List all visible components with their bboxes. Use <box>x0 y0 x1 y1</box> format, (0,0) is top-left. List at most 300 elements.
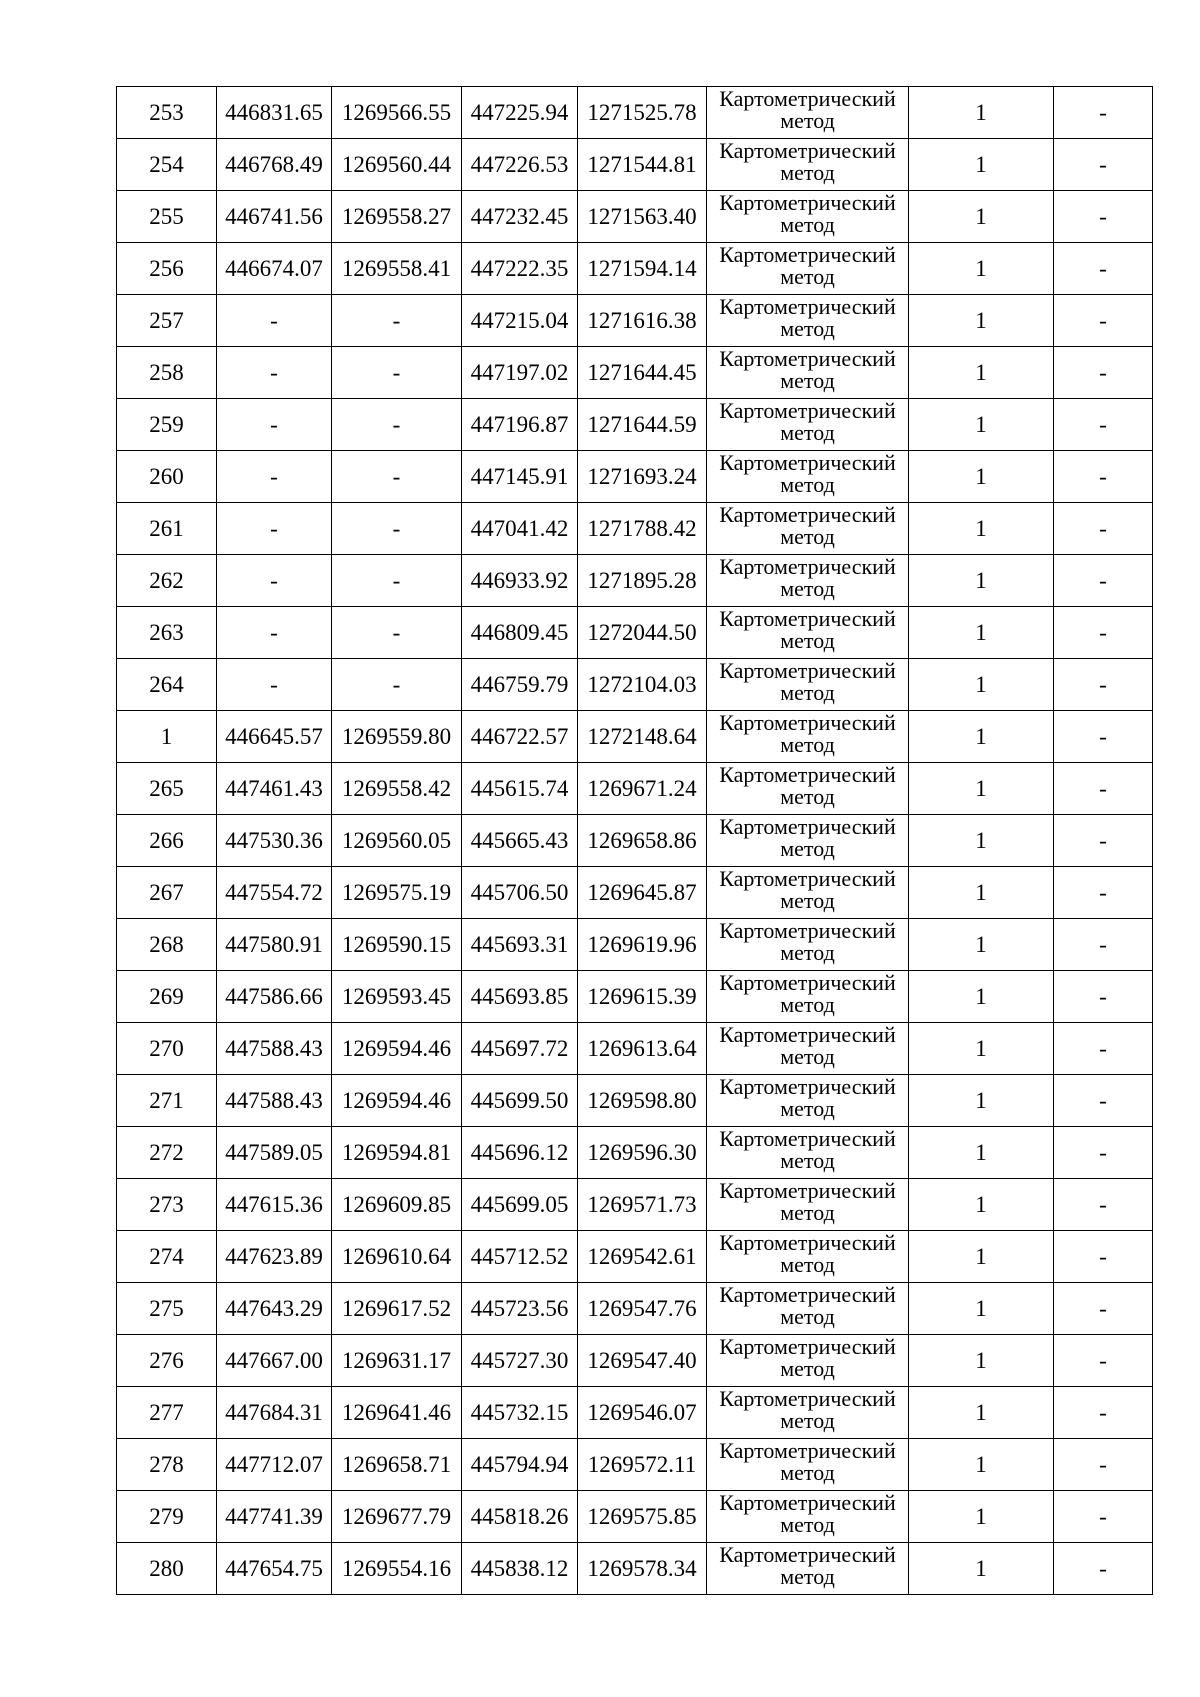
accuracy-cell: 1 <box>909 347 1054 399</box>
method-line-1: Картометрический <box>719 1230 896 1255</box>
accuracy-cell: 1 <box>909 815 1054 867</box>
note-cell: - <box>1054 243 1153 295</box>
method-line-2: метод <box>780 420 835 445</box>
point-number-cell: 263 <box>117 607 217 659</box>
method-line-1: Картометрический <box>719 1438 896 1463</box>
note-cell: - <box>1054 607 1153 659</box>
method-line-2: метод <box>780 1044 835 1069</box>
table-row <box>117 451 1153 503</box>
method-line-1: Картометрический <box>719 762 896 787</box>
note-cell: - <box>1054 919 1153 971</box>
old-y-cell: 1269594.46 <box>332 1023 462 1075</box>
accuracy-cell: 1 <box>909 1439 1054 1491</box>
point-number-cell: 256 <box>117 243 217 295</box>
point-number-cell: 257 <box>117 295 217 347</box>
point-number-cell: 274 <box>117 1231 217 1283</box>
new-y-cell: 1271525.78 <box>578 87 707 139</box>
old-y-cell: - <box>332 295 462 347</box>
method-line-1: Картометрический <box>719 1126 896 1151</box>
new-y-cell: 1272148.64 <box>578 711 707 763</box>
note-cell: - <box>1054 1283 1153 1335</box>
new-x-cell: 447196.87 <box>462 399 578 451</box>
new-x-cell: 445712.52 <box>462 1231 578 1283</box>
method-cell <box>707 1283 909 1335</box>
method-line-1: Картометрический <box>719 1490 896 1515</box>
point-number-cell: 259 <box>117 399 217 451</box>
table-row <box>117 867 1153 919</box>
note-cell: - <box>1054 87 1153 139</box>
accuracy-cell: 1 <box>909 243 1054 295</box>
method-line-2: метод <box>780 1304 835 1329</box>
new-x-cell: 445727.30 <box>462 1335 578 1387</box>
accuracy-cell: 1 <box>909 139 1054 191</box>
old-y-cell: 1269593.45 <box>332 971 462 1023</box>
accuracy-cell: 1 <box>909 451 1054 503</box>
method-line-2: метод <box>780 368 835 393</box>
old-x-cell: 447530.36 <box>217 815 332 867</box>
table-row <box>117 243 1153 295</box>
accuracy-cell: 1 <box>909 867 1054 919</box>
old-x-cell: 447586.66 <box>217 971 332 1023</box>
old-x-cell: - <box>217 451 332 503</box>
accuracy-cell: 1 <box>909 1231 1054 1283</box>
method-line-1: Картометрический <box>719 1074 896 1099</box>
accuracy-cell: 1 <box>909 1491 1054 1543</box>
accuracy-cell: 1 <box>909 763 1054 815</box>
table-row <box>117 711 1153 763</box>
new-y-cell: 1269547.40 <box>578 1335 707 1387</box>
method-cell <box>707 1127 909 1179</box>
method-line-1: Картометрический <box>719 1334 896 1359</box>
accuracy-cell: 1 <box>909 555 1054 607</box>
method-cell <box>707 1335 909 1387</box>
old-x-cell: - <box>217 347 332 399</box>
old-y-cell: 1269566.55 <box>332 87 462 139</box>
point-number-cell: 260 <box>117 451 217 503</box>
point-number-cell: 265 <box>117 763 217 815</box>
method-line-2: метод <box>780 732 835 757</box>
method-cell <box>707 87 909 139</box>
table-row <box>117 555 1153 607</box>
old-x-cell: - <box>217 399 332 451</box>
table-row <box>117 399 1153 451</box>
old-y-cell: 1269558.41 <box>332 243 462 295</box>
old-x-cell: 447554.72 <box>217 867 332 919</box>
point-number-cell: 253 <box>117 87 217 139</box>
method-line-2: метод <box>780 576 835 601</box>
method-cell <box>707 347 909 399</box>
old-x-cell: 447615.36 <box>217 1179 332 1231</box>
new-x-cell: 445697.72 <box>462 1023 578 1075</box>
new-x-cell: 446722.57 <box>462 711 578 763</box>
old-x-cell: - <box>217 295 332 347</box>
new-y-cell: 1272044.50 <box>578 607 707 659</box>
note-cell: - <box>1054 1231 1153 1283</box>
new-y-cell: 1269575.85 <box>578 1491 707 1543</box>
point-number-cell: 1 <box>117 711 217 763</box>
method-cell <box>707 295 909 347</box>
method-cell <box>707 711 909 763</box>
new-y-cell: 1271594.14 <box>578 243 707 295</box>
old-x-cell: 447643.29 <box>217 1283 332 1335</box>
method-line-2: метод <box>780 316 835 341</box>
old-y-cell: - <box>332 607 462 659</box>
accuracy-cell: 1 <box>909 503 1054 555</box>
method-cell <box>707 1231 909 1283</box>
new-y-cell: 1269613.64 <box>578 1023 707 1075</box>
new-x-cell: 446759.79 <box>462 659 578 711</box>
note-cell: - <box>1054 295 1153 347</box>
old-x-cell: - <box>217 607 332 659</box>
point-number-cell: 271 <box>117 1075 217 1127</box>
note-cell: - <box>1054 139 1153 191</box>
method-line-1: Картометрический <box>719 1022 896 1047</box>
method-cell <box>707 1491 909 1543</box>
method-line-1: Картометрический <box>719 554 896 579</box>
method-line-1: Картометрический <box>719 1282 896 1307</box>
old-x-cell: 447712.07 <box>217 1439 332 1491</box>
table-row <box>117 503 1153 555</box>
method-cell <box>707 1075 909 1127</box>
note-cell: - <box>1054 1127 1153 1179</box>
new-y-cell: 1271644.45 <box>578 347 707 399</box>
method-line-2: метод <box>780 1148 835 1173</box>
method-line-1: Картометрический <box>719 918 896 943</box>
point-number-cell: 254 <box>117 139 217 191</box>
old-x-cell: 446741.56 <box>217 191 332 243</box>
table-row <box>117 1075 1153 1127</box>
table-row <box>117 1283 1153 1335</box>
old-y-cell: 1269554.16 <box>332 1543 462 1595</box>
accuracy-cell: 1 <box>909 971 1054 1023</box>
method-line-2: метод <box>780 888 835 913</box>
accuracy-cell: 1 <box>909 1075 1054 1127</box>
new-y-cell: 1271563.40 <box>578 191 707 243</box>
old-y-cell: - <box>332 659 462 711</box>
method-cell <box>707 139 909 191</box>
method-line-2: метод <box>780 1564 835 1589</box>
method-line-2: метод <box>780 1356 835 1381</box>
method-line-2: метод <box>780 108 835 133</box>
method-line-1: Картометрический <box>719 450 896 475</box>
table-row <box>117 139 1153 191</box>
point-number-cell: 272 <box>117 1127 217 1179</box>
method-cell <box>707 1023 909 1075</box>
new-x-cell: 445696.12 <box>462 1127 578 1179</box>
new-y-cell: 1271644.59 <box>578 399 707 451</box>
new-y-cell: 1269578.34 <box>578 1543 707 1595</box>
new-x-cell: 445615.74 <box>462 763 578 815</box>
method-line-2: метод <box>780 264 835 289</box>
new-x-cell: 447197.02 <box>462 347 578 399</box>
point-number-cell: 273 <box>117 1179 217 1231</box>
accuracy-cell: 1 <box>909 919 1054 971</box>
method-line-2: метод <box>780 784 835 809</box>
new-y-cell: 1269658.86 <box>578 815 707 867</box>
table-row <box>117 1023 1153 1075</box>
new-x-cell: 447222.35 <box>462 243 578 295</box>
method-line-1: Картометрический <box>719 502 896 527</box>
point-number-cell: 279 <box>117 1491 217 1543</box>
note-cell: - <box>1054 1075 1153 1127</box>
new-y-cell: 1271693.24 <box>578 451 707 503</box>
new-x-cell: 447041.42 <box>462 503 578 555</box>
note-cell: - <box>1054 867 1153 919</box>
note-cell: - <box>1054 451 1153 503</box>
new-x-cell: 446809.45 <box>462 607 578 659</box>
old-y-cell: 1269558.42 <box>332 763 462 815</box>
old-y-cell: 1269560.44 <box>332 139 462 191</box>
point-number-cell: 278 <box>117 1439 217 1491</box>
new-x-cell: 445706.50 <box>462 867 578 919</box>
note-cell: - <box>1054 1023 1153 1075</box>
method-line-1: Картометрический <box>719 1178 896 1203</box>
point-number-cell: 261 <box>117 503 217 555</box>
method-cell <box>707 191 909 243</box>
method-line-2: метод <box>780 940 835 965</box>
method-line-1: Картометрический <box>719 294 896 319</box>
old-y-cell: 1269590.15 <box>332 919 462 971</box>
old-x-cell: 447588.43 <box>217 1075 332 1127</box>
old-x-cell: 446674.07 <box>217 243 332 295</box>
method-line-1: Картометрический <box>719 1542 896 1567</box>
note-cell: - <box>1054 347 1153 399</box>
table-row <box>117 659 1153 711</box>
old-y-cell: - <box>332 451 462 503</box>
old-x-cell: 447461.43 <box>217 763 332 815</box>
new-y-cell: 1269547.76 <box>578 1283 707 1335</box>
method-cell <box>707 815 909 867</box>
old-x-cell: 446768.49 <box>217 139 332 191</box>
accuracy-cell: 1 <box>909 399 1054 451</box>
table-row <box>117 295 1153 347</box>
table-row <box>117 1179 1153 1231</box>
table-row <box>117 1439 1153 1491</box>
table-row <box>117 607 1153 659</box>
new-x-cell: 445693.31 <box>462 919 578 971</box>
accuracy-cell: 1 <box>909 659 1054 711</box>
method-line-2: метод <box>780 524 835 549</box>
point-number-cell: 258 <box>117 347 217 399</box>
old-y-cell: 1269677.79 <box>332 1491 462 1543</box>
new-y-cell: 1269598.80 <box>578 1075 707 1127</box>
old-y-cell: 1269658.71 <box>332 1439 462 1491</box>
note-cell: - <box>1054 1179 1153 1231</box>
old-y-cell: 1269617.52 <box>332 1283 462 1335</box>
accuracy-cell: 1 <box>909 1127 1054 1179</box>
method-cell <box>707 867 909 919</box>
new-x-cell: 445794.94 <box>462 1439 578 1491</box>
new-x-cell: 445723.56 <box>462 1283 578 1335</box>
accuracy-cell: 1 <box>909 711 1054 763</box>
method-cell <box>707 1543 909 1595</box>
note-cell: - <box>1054 815 1153 867</box>
method-line-2: метод <box>780 680 835 705</box>
old-y-cell: 1269559.80 <box>332 711 462 763</box>
accuracy-cell: 1 <box>909 295 1054 347</box>
method-cell <box>707 1387 909 1439</box>
method-line-2: метод <box>780 1460 835 1485</box>
method-line-1: Картометрический <box>719 710 896 735</box>
old-x-cell: 447580.91 <box>217 919 332 971</box>
new-y-cell: 1269671.24 <box>578 763 707 815</box>
method-cell <box>707 763 909 815</box>
old-y-cell: - <box>332 399 462 451</box>
note-cell: - <box>1054 711 1153 763</box>
table-row <box>117 347 1153 399</box>
new-x-cell: 447215.04 <box>462 295 578 347</box>
point-number-cell: 266 <box>117 815 217 867</box>
old-y-cell: 1269594.81 <box>332 1127 462 1179</box>
note-cell: - <box>1054 1335 1153 1387</box>
point-number-cell: 277 <box>117 1387 217 1439</box>
point-number-cell: 262 <box>117 555 217 607</box>
new-x-cell: 447145.91 <box>462 451 578 503</box>
method-line-2: метод <box>780 1252 835 1277</box>
new-y-cell: 1271788.42 <box>578 503 707 555</box>
old-y-cell: 1269560.05 <box>332 815 462 867</box>
new-y-cell: 1269571.73 <box>578 1179 707 1231</box>
new-y-cell: 1269615.39 <box>578 971 707 1023</box>
old-y-cell: 1269609.85 <box>332 1179 462 1231</box>
method-line-2: метод <box>780 1096 835 1121</box>
note-cell: - <box>1054 763 1153 815</box>
old-x-cell: 447684.31 <box>217 1387 332 1439</box>
old-x-cell: - <box>217 555 332 607</box>
note-cell: - <box>1054 971 1153 1023</box>
old-x-cell: 447741.39 <box>217 1491 332 1543</box>
method-line-1: Картометрический <box>719 814 896 839</box>
method-line-1: Картометрический <box>719 346 896 371</box>
method-cell <box>707 607 909 659</box>
old-y-cell: 1269631.17 <box>332 1335 462 1387</box>
new-y-cell: 1269572.11 <box>578 1439 707 1491</box>
table-row <box>117 919 1153 971</box>
old-x-cell: 446645.57 <box>217 711 332 763</box>
coordinates-table <box>116 86 1153 1595</box>
old-x-cell: 447589.05 <box>217 1127 332 1179</box>
table-row <box>117 1543 1153 1595</box>
new-x-cell: 447226.53 <box>462 139 578 191</box>
old-x-cell: 447667.00 <box>217 1335 332 1387</box>
method-line-2: метод <box>780 628 835 653</box>
point-number-cell: 269 <box>117 971 217 1023</box>
method-cell <box>707 659 909 711</box>
method-line-1: Картометрический <box>719 190 896 215</box>
new-x-cell: 445665.43 <box>462 815 578 867</box>
new-x-cell: 445732.15 <box>462 1387 578 1439</box>
note-cell: - <box>1054 1439 1153 1491</box>
method-line-2: метод <box>780 1512 835 1537</box>
table-body <box>117 87 1153 1595</box>
point-number-cell: 275 <box>117 1283 217 1335</box>
old-y-cell: 1269610.64 <box>332 1231 462 1283</box>
new-x-cell: 447225.94 <box>462 87 578 139</box>
method-line-1: Картометрический <box>719 606 896 631</box>
new-x-cell: 445699.50 <box>462 1075 578 1127</box>
new-y-cell: 1272104.03 <box>578 659 707 711</box>
old-y-cell: - <box>332 347 462 399</box>
method-cell <box>707 555 909 607</box>
table-row <box>117 87 1153 139</box>
accuracy-cell: 1 <box>909 607 1054 659</box>
table-row <box>117 815 1153 867</box>
old-x-cell: 446831.65 <box>217 87 332 139</box>
method-line-2: метод <box>780 836 835 861</box>
note-cell: - <box>1054 659 1153 711</box>
old-x-cell: 447654.75 <box>217 1543 332 1595</box>
new-y-cell: 1269546.07 <box>578 1387 707 1439</box>
method-line-1: Картометрический <box>719 242 896 267</box>
table-row <box>117 1127 1153 1179</box>
new-x-cell: 445699.05 <box>462 1179 578 1231</box>
accuracy-cell: 1 <box>909 1023 1054 1075</box>
accuracy-cell: 1 <box>909 1283 1054 1335</box>
old-y-cell: - <box>332 555 462 607</box>
note-cell: - <box>1054 1491 1153 1543</box>
method-cell <box>707 451 909 503</box>
new-y-cell: 1269542.61 <box>578 1231 707 1283</box>
method-cell <box>707 503 909 555</box>
accuracy-cell: 1 <box>909 1179 1054 1231</box>
point-number-cell: 267 <box>117 867 217 919</box>
method-line-1: Картометрический <box>719 1386 896 1411</box>
method-line-1: Картометрический <box>719 970 896 995</box>
method-cell <box>707 243 909 295</box>
table-row <box>117 1231 1153 1283</box>
note-cell: - <box>1054 1543 1153 1595</box>
accuracy-cell: 1 <box>909 1335 1054 1387</box>
old-y-cell: 1269575.19 <box>332 867 462 919</box>
table-row <box>117 1335 1153 1387</box>
method-line-1: Картометрический <box>719 866 896 891</box>
method-cell <box>707 1439 909 1491</box>
method-cell <box>707 919 909 971</box>
point-number-cell: 280 <box>117 1543 217 1595</box>
table-row <box>117 971 1153 1023</box>
old-x-cell: - <box>217 659 332 711</box>
point-number-cell: 270 <box>117 1023 217 1075</box>
point-number-cell: 264 <box>117 659 217 711</box>
method-line-2: метод <box>780 992 835 1017</box>
method-line-2: метод <box>780 160 835 185</box>
new-x-cell: 445838.12 <box>462 1543 578 1595</box>
new-x-cell: 447232.45 <box>462 191 578 243</box>
method-line-1: Картометрический <box>719 86 896 111</box>
new-y-cell: 1269596.30 <box>578 1127 707 1179</box>
method-line-1: Картометрический <box>719 398 896 423</box>
new-x-cell: 445693.85 <box>462 971 578 1023</box>
new-x-cell: 446933.92 <box>462 555 578 607</box>
old-x-cell: 447588.43 <box>217 1023 332 1075</box>
new-y-cell: 1269619.96 <box>578 919 707 971</box>
table-row <box>117 191 1153 243</box>
table-row <box>117 1387 1153 1439</box>
note-cell: - <box>1054 555 1153 607</box>
old-y-cell: 1269558.27 <box>332 191 462 243</box>
point-number-cell: 268 <box>117 919 217 971</box>
new-y-cell: 1271544.81 <box>578 139 707 191</box>
new-y-cell: 1271616.38 <box>578 295 707 347</box>
new-y-cell: 1271895.28 <box>578 555 707 607</box>
note-cell: - <box>1054 399 1153 451</box>
new-x-cell: 445818.26 <box>462 1491 578 1543</box>
point-number-cell: 255 <box>117 191 217 243</box>
old-y-cell: 1269641.46 <box>332 1387 462 1439</box>
method-line-2: метод <box>780 472 835 497</box>
method-cell <box>707 1179 909 1231</box>
accuracy-cell: 1 <box>909 1543 1054 1595</box>
